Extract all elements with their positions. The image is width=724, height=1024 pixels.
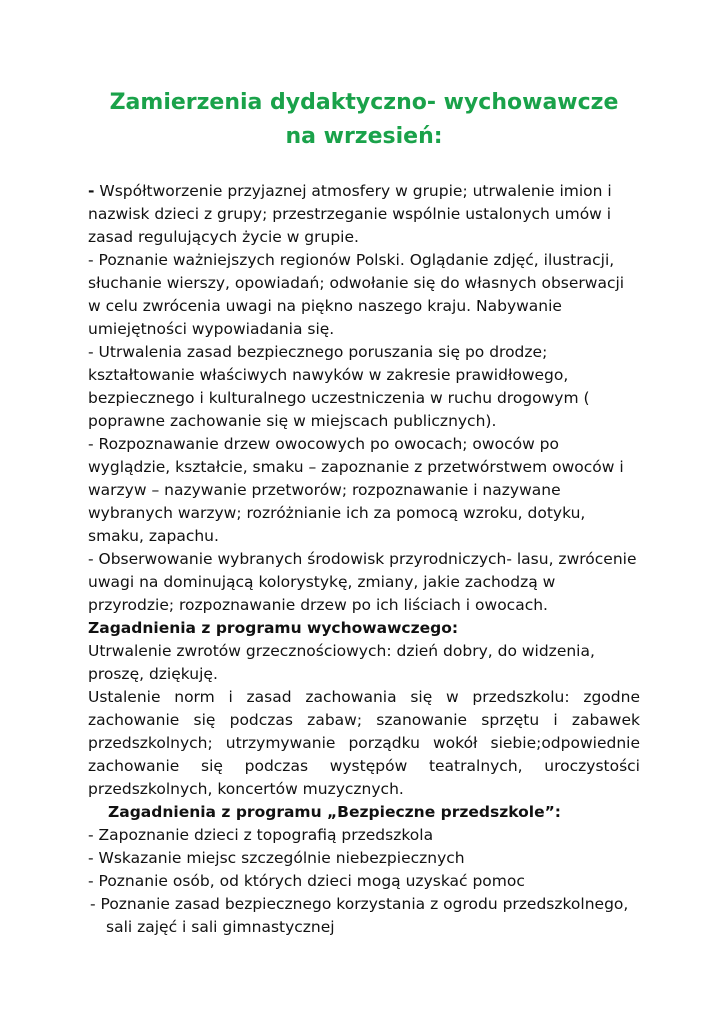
goal-item-5: - Obserwowanie wybranych środowisk przyrodniczych- lasu, zwrócenie uwagi na dominującą kolorystykę, zmiany, jakie zachodzą w przyrodzie; rozpoznawanie drzew po ich liściach i owocach. — [88, 550, 637, 614]
program-wychowawczy-heading: Zagadnienia z programu wychowawczego: — [88, 619, 459, 637]
safety-item-1: - Zapoznanie dzieci z topografią przedszkola — [88, 826, 434, 844]
document-page — [88, 86, 640, 939]
goal-text-1: Współtworzenie przyjaznej atmosfery w grupie; utrwalenie imion i nazwisk dzieci z grupy; przestrzeganie wspólnie ustalonych umów i zasad regulujących życie w grupie. — [88, 182, 612, 246]
document-body — [88, 180, 640, 939]
goal-item-1 — [88, 180, 640, 249]
safety-item-3: - Poznanie osób, od których dzieci mogą uzyskać pomoc — [88, 872, 525, 890]
safety-item-2: - Wskazanie miejsc szczególnie niebezpiecznych — [88, 849, 465, 867]
program-wychowawczy-paragraph-2: Ustalenie norm i zasad zachowania się w przedszkolu: zgodne zachowanie się podczas zabaw; szanowanie sprzętu i zabawek przedszkolnych; utrzymywanie porządku wokół siebie;odpowiednie zachowanie się podczas występów teatralnych, uroczystości przedszkolnych, koncertów muzycznych. — [88, 688, 640, 798]
goal-item-4: - Rozpoznawanie drzew owocowych po owocach; owoców po wyglądzie, kształcie, smaku – zapoznanie z przetwórstwem owoców i warzyw – nazywanie przetworów; rozpoznawanie i nazywane wybranych warzyw; rozróżnianie ich za pomocą wzroku, dotyku, smaku, zapachu. — [88, 435, 624, 545]
goal-dash: - — [88, 182, 95, 200]
goal-item-3: - Utrwalenia zasad bezpiecznego poruszania się po drodze; kształtowanie właściwych nawyków w zakresie prawidłowego, bezpiecznego i kulturalnego uczestniczenia w ruchu drogowym ( poprawne zachowanie się w miejscach publicznych). — [88, 343, 590, 430]
program-wychowawczy-paragraph-1: Utrwalenie zwrotów grzecznościowych: dzień dobry, do widzenia, proszę, dziękuję. — [88, 642, 595, 683]
program-bezpieczne-heading: Zagadnienia z programu „Bezpieczne przedszkole”: — [108, 803, 561, 821]
title-line-2: na wrzesień: — [285, 124, 443, 149]
goal-item-2: - Poznanie ważniejszych regionów Polski. Oglądanie zdjęć, ilustracji, słuchanie wierszy, opowiadań; odwołanie się do własnych obserwacji w celu zwrócenia uwagi na piękno naszego kraju. Nabywanie umiejętności wypowiadania się. — [88, 251, 625, 338]
page-title — [88, 86, 640, 154]
safety-item-4: - Poznanie zasad bezpiecznego korzystania z ogrodu przedszkolnego, sali zajęć i sali gimnastycznej — [90, 895, 629, 936]
title-line-1: Zamierzenia dydaktyczno- wychowawcze — [109, 90, 619, 115]
